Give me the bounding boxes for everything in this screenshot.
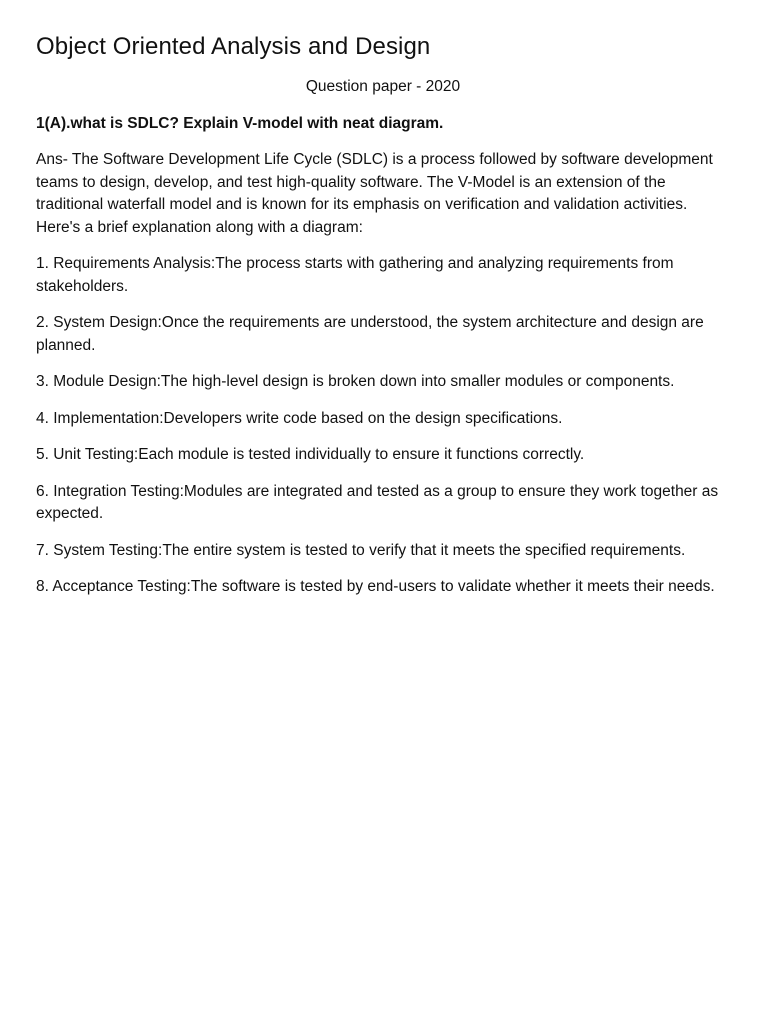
v-model-steps-list <box>36 253 730 599</box>
step-module-design: 3. Module Design:The high-level design is broken down into smaller modules or components. <box>36 373 675 390</box>
question-heading: 1(A).what is SDLC? Explain V-model with neat diagram. <box>36 115 444 132</box>
document-title: Object Oriented Analysis and Design <box>36 33 431 60</box>
answer-intro-paragraph: Ans- The Software Development Life Cycle (SDLC) is a process followed by software development teams to design, develop, and test high-quality software. The V-Model is an extension of the traditional waterfall model and is known for its emphasis on verification and validation activities. Here's a brief explanation along with a diagram: <box>36 151 713 236</box>
step-acceptance-testing: 8. Acceptance Testing:The software is tested by end-users to validate whether it meets their needs. <box>36 578 715 595</box>
step-requirements-analysis: 1. Requirements Analysis:The process starts with gathering and analyzing requirements from stakeholders. <box>36 255 674 295</box>
document-subtitle: Question paper - 2020 <box>305 78 461 95</box>
step-system-testing: 7. System Testing:The entire system is tested to verify that it meets the specified requirements. <box>36 541 686 559</box>
step-implementation: 4. Implementation:Developers write code based on the design specifications. <box>36 409 563 427</box>
step-unit-testing: 5. Unit Testing:Each module is tested individually to ensure it functions correctly. <box>36 446 585 463</box>
step-integration-testing: 6. Integration Testing:Modules are integrated and tested as a group to ensure they work together as expected. <box>36 482 719 522</box>
step-system-design: 2. System Design:Once the requirements are understood, the system architecture and design are planned. <box>36 314 704 354</box>
